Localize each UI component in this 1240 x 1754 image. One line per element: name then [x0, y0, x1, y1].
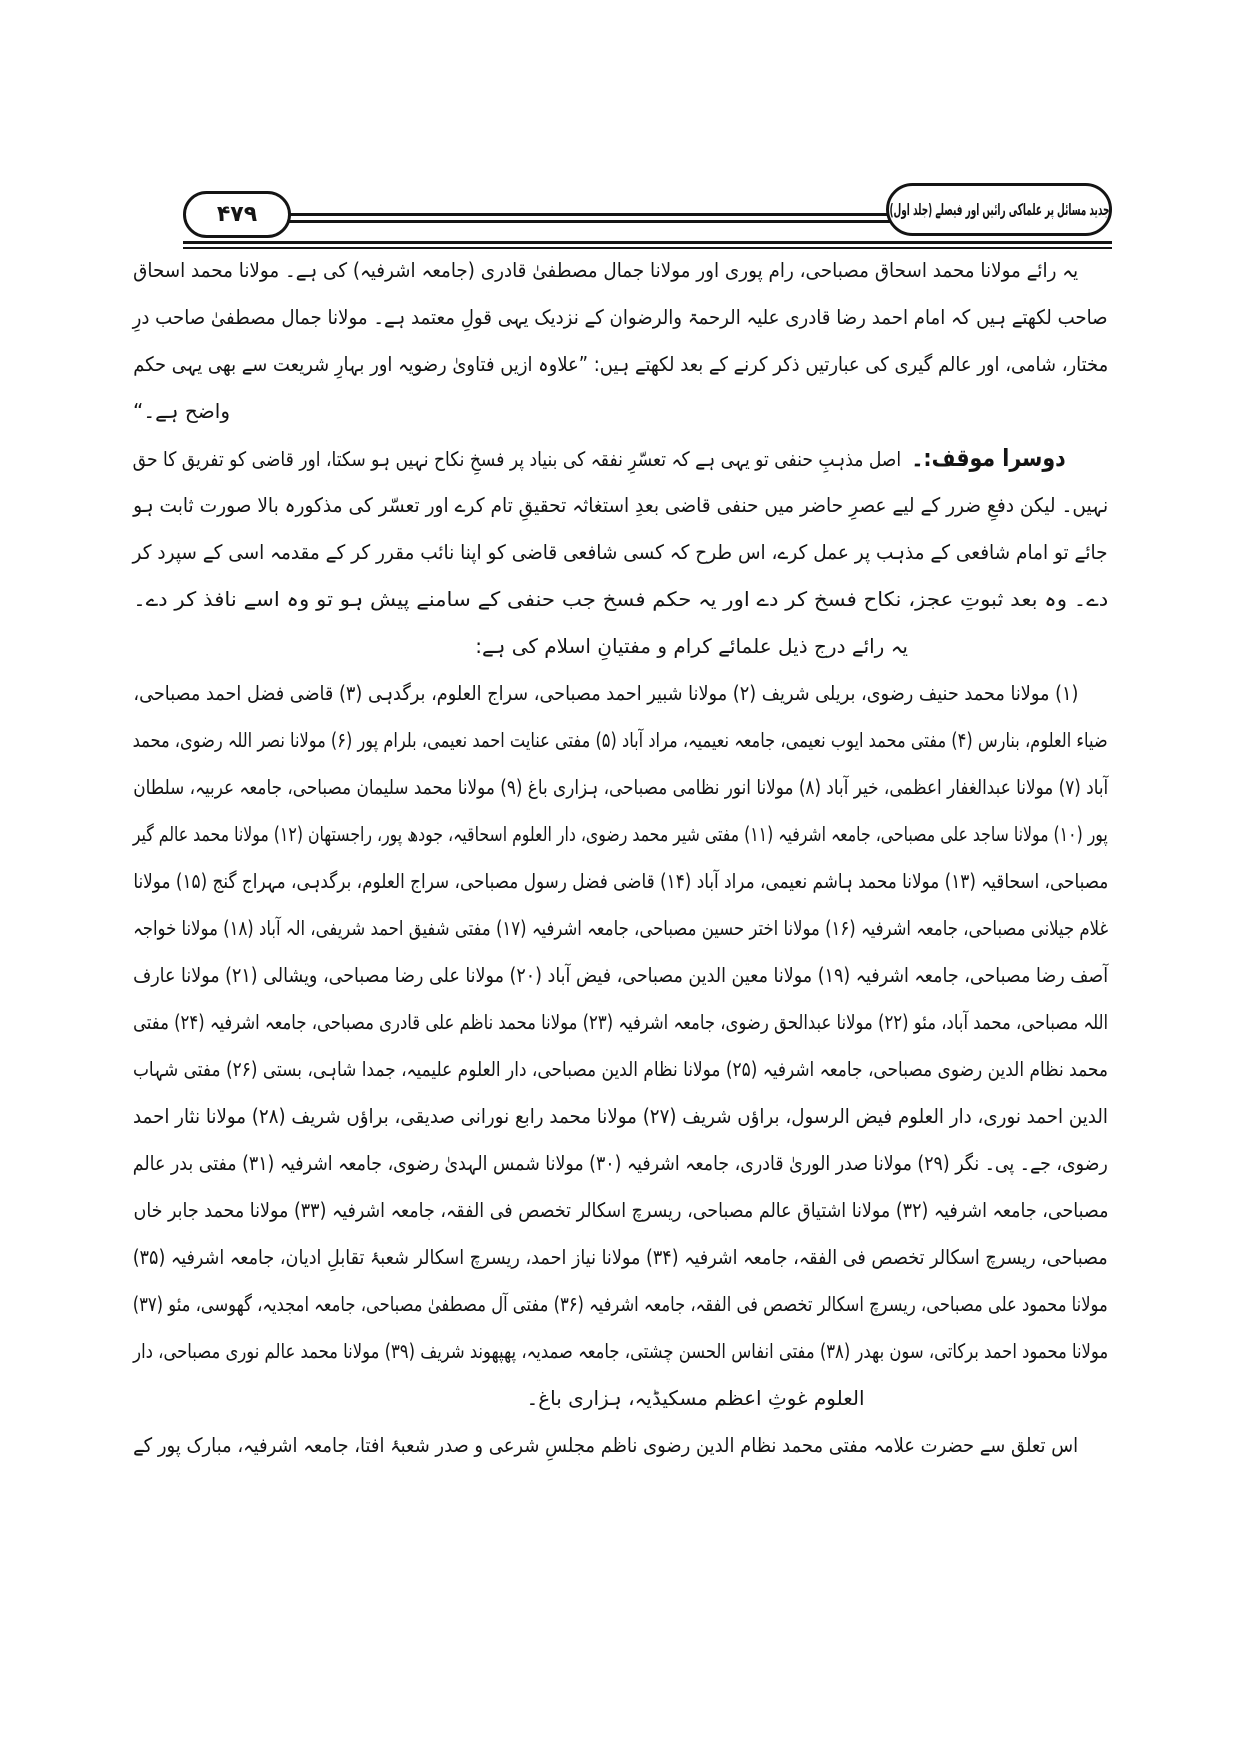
page-number-capsule: [183, 191, 291, 238]
main-text-block: [133, 247, 1108, 1469]
book-title: جدید مسائل پر علماکی رائیں اور فیصلے (جلد اول): [889, 200, 1110, 219]
text-line: آصف رضا مصباحی، جامعہ اشرفیہ (۱۹) مولانا معین الدین مصباحی، فیض آباد (۲۰) مولانا علی رضا مصباحی، ویشالی (۲۱) مولانا عارف: [133, 963, 1108, 987]
text-line: نہیں۔ لیکن دفعِ ضرر کے لیے عصرِ حاضر میں حنفی قاضی بعدِ استغاثہ تحقیقِ تام کرے اور تعسّر کی مذکورہ بالا صورت ثابت ہو: [133, 493, 1108, 517]
text-line: صاحب لکھتے ہیں کہ امام احمد رضا قادری علیہ الرحمۃ والرضوان کے نزدیک یہی قولِ معتمد ہے۔ مولانا جمال مصطفیٰ صاحب درِ: [133, 305, 1108, 329]
text-line: (۱) مولانا محمد حنیف رضوی، بریلی شریف (۲) مولانا شبیر احمد مصباحی، سراج العلوم، برگدہی (۳) قاضی فضل احمد مصباحی،: [133, 681, 1078, 705]
text-line: مولانا محمود علی مصباحی، ریسرچ اسکالر تخصص فی الفقہ، جامعہ اشرفیہ (۳۶) مفتی آل مصطفیٰ مصباحی، جامعہ امجدیہ، گھوسی، مئو (۳۷): [133, 1292, 1108, 1316]
text-line: ضیاء العلوم، بنارس (۴) مفتی محمد ایوب نعیمی، جامعہ نعیمیہ، مراد آباد (۵) مفتی عنایت احمد نعیمی، بلرام پور (۶) مولانا نصر اللہ رضوی، محمد: [133, 728, 1108, 752]
text-line: مصباحی، جامعہ اشرفیہ (۳۲) مولانا اشتیاق عالم مصباحی، ریسرچ اسکالر تخصص فی الفقہ، جامعہ اشرفیہ (۳۳) مولانا محمد جابر خاں: [133, 1198, 1108, 1222]
book-title-capsule: [886, 183, 1112, 236]
text-line: مولانا محمود احمد برکاتی، سون بھدر (۳۸) مفتی انفاس الحسن چشتی، جامعہ صمدیہ، پھپھوند شریف (۳۹) مولانا محمد عالم نوری مصباحی، دار: [133, 1339, 1108, 1363]
text-line: واضح ہے۔“: [133, 399, 230, 423]
text-line: دوسرا موقف:۔اصل مذہبِ حنفی تو یہی ہے کہ تعسّرِ نفقہ کی بنیاد پر فسخِ نکاح نہیں ہو سکتا، اور قاضی کو تفریق کا حق: [133, 444, 1066, 472]
text-line: اللہ مصباحی، محمد آباد، مئو (۲۲) مولانا عبدالحق رضوی، جامعہ اشرفیہ (۲۳) مولانا محمد ناظم علی قادری مصباحی، جامعہ اشرفیہ (۲۴) مفتی: [133, 1010, 1108, 1034]
text-line: غلام جیلانی مصباحی، جامعہ اشرفیہ (۱۶) مولانا اختر حسین مصباحی، جامعہ اشرفیہ (۱۷) مفتی شفیق احمد شریفی، الہ آباد (۱۸) مولانا خواجہ: [133, 916, 1108, 940]
page-number: ۴۷۹: [216, 202, 258, 227]
text-line: مختار، شامی، اور عالم گیری کی عبارتیں ذکر کرنے کے بعد لکھتے ہیں: ”علاوہ ازیں فتاویٰ رضویہ اور بہارِ شریعت سے بھی یہی حکم: [133, 352, 1108, 376]
text-line: جائے تو امام شافعی کے مذہب پر عمل کرے، اس طرح کہ کسی شافعی قاضی کو اپنا نائب مقرر کر کے مقدمہ اسی کے سپرد کر: [133, 540, 1108, 564]
header-connector-rule: [240, 213, 946, 223]
text-line: آباد (۷) مولانا عبدالغفار اعظمی، خیر آباد (۸) مولانا انور نظامی مصباحی، ہزاری باغ (۹) مولانا محمد سلیمان مصباحی، جامعہ عربیہ، سلطان: [133, 775, 1108, 799]
section-heading: دوسرا موقف:۔: [911, 444, 1066, 472]
text-line: اس تعلق سے حضرت علامہ مفتی محمد نظام الدین رضوی ناظم مجلسِ شرعی و صدر شعبۂ افتا، جامعہ اشرفیہ، مبارک پور کے: [133, 1433, 1078, 1457]
text-line: یہ رائے مولانا محمد اسحاق مصباحی، رام پوری اور مولانا جمال مصطفیٰ قادری (جامعہ اشرفیہ) کی ہے۔ مولانا محمد اسحاق: [133, 258, 1078, 282]
text-line: یہ رائے درج ذیل علمائے کرام و مفتیانِ اسلام کی ہے:: [475, 634, 908, 658]
text-line: مصباحی، اسحاقیہ (۱۳) مولانا محمد ہاشم نعیمی، مراد آباد (۱۴) قاضی فضل رسول مصباحی، سراج العلوم، برگدہی، مہراج گنج (۱۵) مولانا: [133, 869, 1108, 893]
text-line: الدین احمد نوری، دار العلوم فیض الرسول، براؤں شریف (۲۷) مولانا محمد رابع نورانی صدیقی، براؤں شریف (۲۸) مولانا نثار احمد: [133, 1104, 1108, 1128]
text-line: دے۔ وہ بعد ثبوتِ عجز، نکاح فسخ کر دے اور یہ حکم فسخ جب حنفی کے سامنے پیش ہو تو وہ اسے نافذ کر دے۔: [133, 587, 1108, 611]
text-line: رضوی، جے۔ پی۔ نگر (۲۹) مولانا صدر الوریٰ قادری، جامعہ اشرفیہ (۳۰) مولانا شمس الہدیٰ رضوی، جامعہ اشرفیہ (۳۱) مفتی بدر عالم: [132, 1151, 1108, 1175]
text-line: محمد نظام الدین رضوی مصباحی، جامعہ اشرفیہ (۲۵) مولانا نظام الدین مصباحی، دار العلوم علیمیہ، جمدا شاہی، بستی (۲۶) مفتی شہاب: [133, 1057, 1108, 1081]
text-line: العلوم غوثِ اعظم مسکیڈیہ، ہزاری باغ۔: [526, 1386, 865, 1410]
text-line: مصباحی، ریسرچ اسکالر تخصص فی الفقہ، جامعہ اشرفیہ (۳۴) مولانا نیاز احمد، ریسرچ اسکالر شعبۂ تقابلِ ادیان، جامعہ اشرفیہ (۳۵): [133, 1245, 1108, 1269]
text-line: پور (۱۰) مولانا ساجد علی مصباحی، جامعہ اشرفیہ (۱۱) مفتی شیر محمد رضوی، دار العلوم اسحاقیہ، جودھ پور، راجستھان (۱۲) مولانا محمد عالم گیر: [133, 822, 1108, 846]
